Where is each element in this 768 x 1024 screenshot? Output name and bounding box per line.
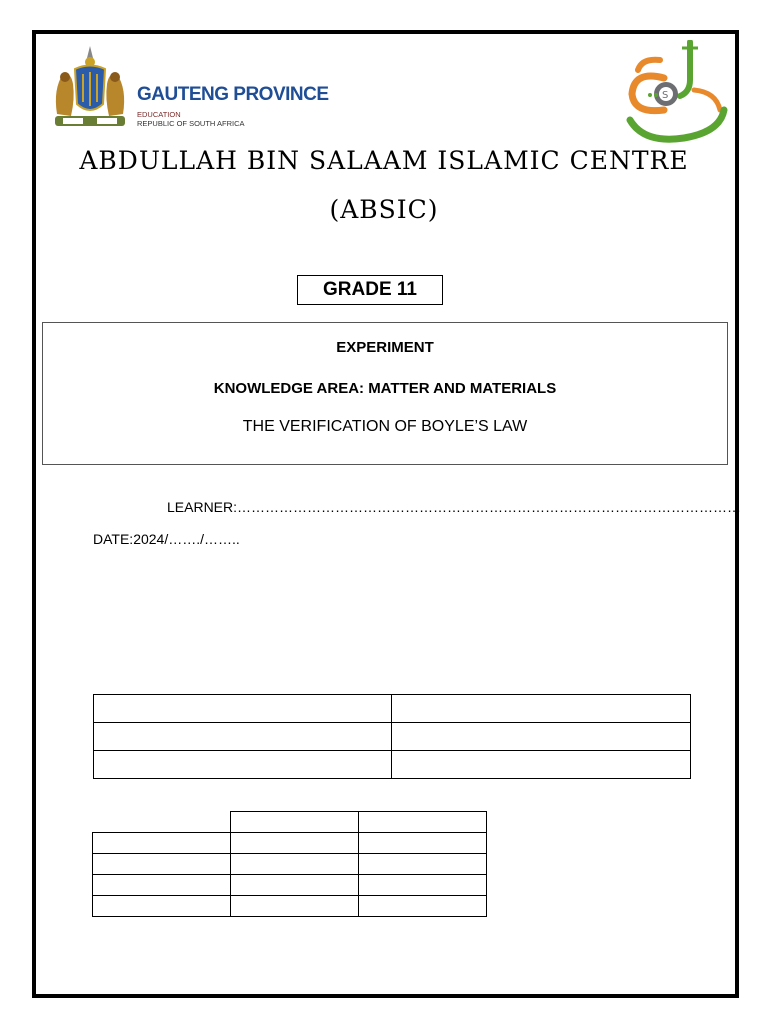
table-row <box>93 896 487 917</box>
table-cell[interactable] <box>230 896 358 917</box>
table-cell[interactable] <box>358 875 486 896</box>
school-name: ABDULLAH BIN SALAAM ISLAMIC CENTRE <box>79 146 689 175</box>
table-cell[interactable] <box>93 896 231 917</box>
table-cell[interactable] <box>230 854 358 875</box>
table-cell[interactable] <box>358 812 486 833</box>
table-cell[interactable] <box>93 875 231 896</box>
table-cell[interactable] <box>94 695 392 723</box>
marks-table <box>92 811 487 917</box>
table-cell[interactable] <box>230 875 358 896</box>
table-cell[interactable] <box>392 695 691 723</box>
table-cell[interactable] <box>93 833 231 854</box>
table-cell[interactable] <box>94 723 392 751</box>
table-row <box>94 751 691 779</box>
svg-text:S: S <box>662 90 669 101</box>
gauteng-logo <box>45 44 329 134</box>
experiment-box <box>42 322 728 465</box>
table-cell[interactable] <box>230 812 358 833</box>
experiment-title: THE VERIFICATION OF BOYLE’S LAW <box>242 418 528 435</box>
table-cell[interactable] <box>358 854 486 875</box>
table-cell[interactable] <box>358 896 486 917</box>
table-cell <box>93 812 231 833</box>
table-cell[interactable] <box>93 854 231 875</box>
table-row <box>93 854 487 875</box>
table-row <box>93 875 487 896</box>
table-row <box>93 812 487 833</box>
table-row <box>93 833 487 854</box>
gauteng-title: GAUTENG PROVINCE <box>137 84 329 105</box>
coat-of-arms-icon <box>45 44 135 134</box>
info-table <box>93 694 691 779</box>
table-row <box>94 695 691 723</box>
grade-label: GRADE 11 <box>297 275 443 305</box>
gauteng-department: EDUCATION <box>137 110 181 119</box>
absic-logo-icon <box>624 40 728 144</box>
school-abbreviation: (ABSIC) <box>329 195 439 224</box>
learner-field[interactable]: LEARNER:……………………………………………………………………………………………… <box>167 499 742 515</box>
table-cell[interactable] <box>94 751 392 779</box>
experiment-heading: EXPERIMENT <box>336 339 434 356</box>
table-cell[interactable] <box>230 833 358 854</box>
gauteng-country: REPUBLIC OF SOUTH AFRICA <box>137 119 245 128</box>
table-cell[interactable] <box>358 833 486 854</box>
table-row <box>94 723 691 751</box>
table-cell[interactable] <box>392 751 691 779</box>
date-field[interactable]: DATE:2024/……./…….. <box>93 531 240 547</box>
table-cell[interactable] <box>392 723 691 751</box>
knowledge-area: KNOWLEDGE AREA: MATTER AND MATERIALS <box>213 380 557 397</box>
